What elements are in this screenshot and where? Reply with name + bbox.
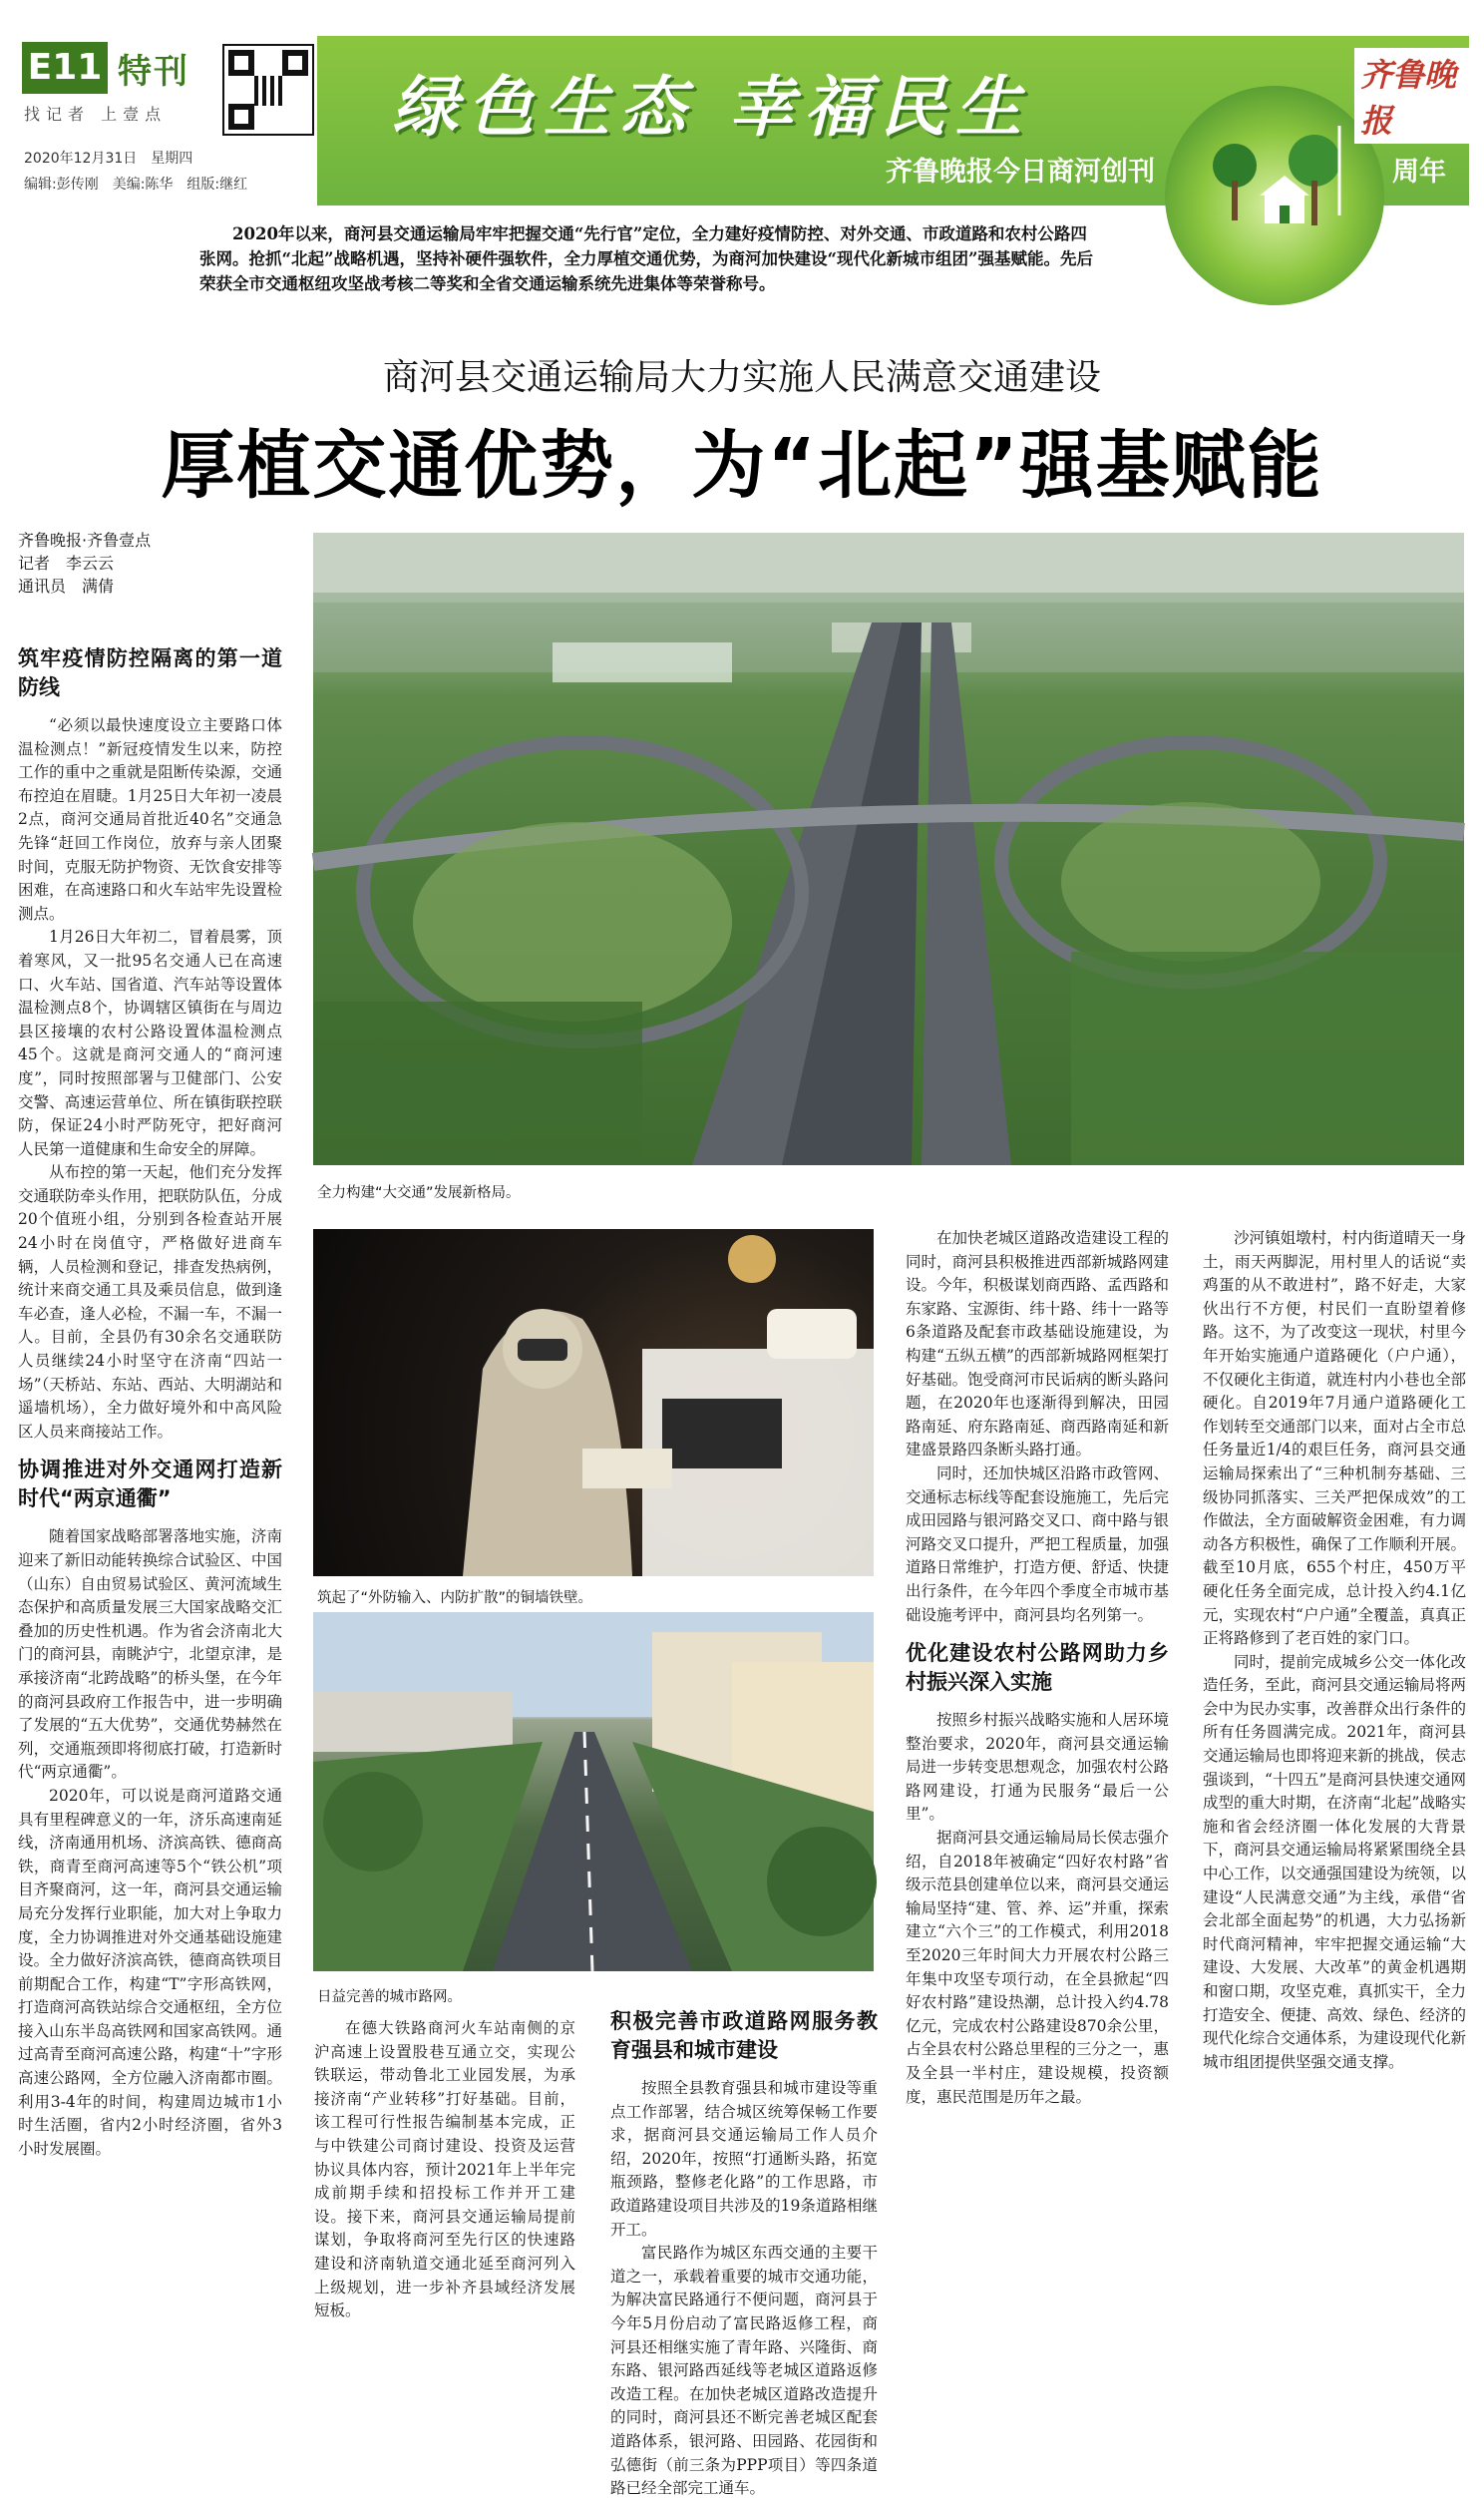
byline (18, 529, 151, 598)
paragraph: 同时，还加快城区沿路市政管网、交通标志标线等配套设施施工，先后完成田园路与银河路交叉口、商中路与银河路交叉口提升，严把工程质量，加强道路日常维护，打造方便、舒适、快捷出行条件，在今年四个季度全市城市基础设施考评中，商河县均名列第一。 (906, 1463, 1169, 1624)
paragraph: 1月26日大年初二，冒着晨雾，顶着寒风，又一批95名交通人已在高速口、火车站、国省道、汽车站等设置体温检测点8个，协调辖区镇街在与周边县区接壤的农村公路设置体温检测点45个。这就是商河交通人的“商河速度”，同时按照部署与卫健部门、公安交警、高速运营单位、所在镇街联控联防，保证24小时严防死守，把好商河人民第一道健康和生命安全的屏障。 (18, 928, 282, 1158)
paragraph: 按照全县教育强县和城市建设等重点工作部署，结合城区统筹保畅工作要求，据商河县交通运输局工作人员介绍，2020年，按照“打通断头路，拓宽瓶颈路，整修老化路”的工作思路，市政道路建设项目共涉及的19条道路相继开工。 (610, 2079, 878, 2239)
editor-credits: 编辑:彭传刚 美编:陈华 组版:继红 (24, 177, 248, 193)
article-title: 厚植交通优势，为“北起”强基赋能 (161, 423, 1323, 509)
paragraph: 在加快老城区道路改造建设工程的同时，商河县积极推进西部新城路网建设。今年，积极谋划商西路、孟西路和东家路、宝源街、纬十路、纬十一路等6条道路及配套市政基础设施建设，为构建“五纵五横”的西部新城路网框架打好基础。饱受商河市民诟病的断头路问题，在2020年也逐渐得到解决，田园路南延、府东路南延、商西路南延和新建盛景路四条断头路打通。 (906, 1229, 1169, 1459)
paragraph: “必须以最快速度设立主要路口体温检测点！”新冠疫情发生以来，防控工作的重中之重就是阻断传染源，交通布控迫在眉睫。1月25日大年初一凌晨2点，商河交通局首批近40名”交通急先锋“赶回工作岗位，放弃与亲人团聚时间，克服无防护物资、无饮食安排等困难，在高速路口和火车站牢先设置检测点。 (18, 716, 282, 923)
byline-reporter: 记者 李云云 (18, 554, 115, 573)
lead-paragraph: 2020年以来，商河县交通运输局牢牢把握交通“先行官”定位，全力建好疫情防控、对外交通、市政道路和农村公路四张网。抢抓“北起”战略机遇，坚持补硬件强软件，全力厚植交通优势，为商河加快建设“现代化新城市组团”强基赋能。先后荣获全市交通枢纽攻坚战考核二等奖和全省交通运输系统先进集体等荣誉称号。 (199, 224, 1093, 293)
section-heading-epidemic: 筑牢疫情防控隔离的第一道防线 (18, 646, 282, 699)
section-heading-municipal-roads: 积极完善市政道路网服务教育强县和城市建设 (610, 2009, 878, 2062)
newspaper-logo: 齐鲁晚报 (1354, 48, 1469, 144)
paragraph: 在德大铁路商河火车站南侧的京沪高速上设置股巷互通立交，实现公铁联运，带动鲁北工业园发展，为承接济南“产业转移”打好基础。目前，该工程可行性报告编制基本完成，正与中铁建公司商讨建设、投资及运营协议具体内容，预计2021年上半年完成前期手续和招投标工作并开工建设。接下来，商河县交通运输局提前谋划，争取将商河至先行区的快速路建设和济南轨道交通北延至商河列入上级规划，进一步补齐县域经济发展短板。 (314, 2019, 575, 2320)
paragraph: 据商河县交通运输局局长侯志强介绍，自2018年被确定“四好农村路”省级示范县创建单位以来，商河县交通运输局坚持“建、管、养、运”并重，探索建立“六个三”的工作模式，利用2018至2020三年时间大力开展农村公路三年集中攻坚专项行动，在全县掀起“四好农村路”建设热潮，总计投入约4.78亿元，完成农村公路建设870余公里，占全县农村公路总里程的三分之一，惠及全县一半村庄，建设规模，投资额度，惠民范围是历年之最。 (906, 1829, 1169, 2106)
paragraph: 按照乡村振兴战略实施和人居环境整治要求，2020年，商河县交通运输局进一步转变思想观念，加强农村公路路网建设，打通为民服务“最后一公里”。 (906, 1711, 1169, 1824)
anniversary-suffix: 周年 (1392, 157, 1446, 188)
paragraph: 沙河镇姐墩村，村内街道晴天一身土，雨天两脚泥，用村里人的话说“卖鸡蛋的从不敢进村”，路不好走，大家伙出行不方便，村民们一直盼望着修路。这不，为了改变这一现状，村里今年开始实施通户道路硬化（户户通），不仅硬化主街道，就连村内小巷也全部硬化。自2019年7月通户道路硬化工作划转至交通部门以来，面对占全市总任务量近1/4的艰巨任务，商河县交通运输局探索出了“三种机制夯基础、三级协同抓落实、三关严把保成效”的工作做法，全方面破解资金困难，有力调动各方积极性，确保了工作顺利开展。截至10月底，655个村庄，450万平硬化任务全面完成，总计投入约4.1亿元，实现农村“户户通”全覆盖，真真正正将路修到了老百姓的家门口。 (1203, 1229, 1466, 1648)
column-3 (610, 2007, 878, 2498)
column-1 (18, 632, 282, 2378)
paragraph: 从布控的第一天起，他们充分发挥交通联防牵头作用，把联防队伍，分成20个值班小组，分别到各检查站开展24小时在岗值守，严格做好进商车辆，人员检测和登记，排查发热病例，统计来商交通工具及乘员信息，做到逢车必查，逢人必检，不漏一车，不漏一人。目前，全县仍有30余名交通联防人员继续24小时坚守在济南“四站一场”（天桥站、东站、西站、大明湖站和遥墙机场），全力做好境外和中高风险区人员来商接站工作。 (18, 1163, 282, 1441)
night-checkpoint-photo (313, 1229, 874, 1576)
page-number: E11 (22, 42, 108, 94)
section-heading-external-transport: 协调推进对外交通网打造新时代“两京通衢” (18, 1458, 282, 1511)
section-heading-rural-roads: 优化建设农村公路网助力乡村振兴深入实施 (906, 1641, 1169, 1695)
street-photo-caption: 日益完善的城市路网。 (317, 1989, 462, 2005)
column-2 (314, 2017, 575, 2381)
paragraph: 富民路作为城区东西交通的主要干道之一，承载着重要的城市交通功能，为解决富民路通行不便问题，商河县于今年5月份启动了富民路返修工程，商河县还相继实施了青年路、兴隆街、商东路、银河路西延线等老城区道路返修改造工程。在加快老城区道路改造提升的同时，商河县还不断完善老城区配套道路体系，银河路、田园路、花园街和弘德街（前三条为PPP项目）等四条道路已经全部完工通车。 (610, 2244, 878, 2498)
section-label: 特刊 (118, 52, 189, 92)
paragraph: 2020年，可以说是商河道路交通具有里程碑意义的一年，济乐高速南延线，济南通用机场、济滨高铁、德商高铁，商青至商河高速等5个“铁公机”项目齐聚商河，这一年，商河县交通运输局充分发挥行业职能，加大对上争取力度，全力协调推进对外交通基础设施建设。全力做好济滨高铁，德商高铁项目前期配合工作，构建“T”字形高铁网，打造商河高铁站综合交通枢纽，全方位接入山东半岛高铁网和国家高铁网。通过高青至商河高速公路，构建“十”字形高速公路网，全方位融入济南都市圈。利用3-4年的时间，构建周边城市1小时生活圈，省内2小时经济圈，省外3小时发展圈。 (18, 1786, 282, 2158)
article-subtitle: 商河县交通运输局大力实施人民满意交通建设 (382, 357, 1101, 398)
column-5 (1203, 1227, 1466, 2381)
byline-source: 齐鲁晚报·齐鲁壹点 (18, 531, 152, 550)
motto: 找记者 上壹点 (24, 105, 168, 124)
paragraph: 随着国家战略部署落地实施，济南迎来了新旧动能转换综合试验区、中国（山东）自由贸易试验区、黄河流域生态保护和高质量发展三大国家战略交汇叠加的历史性机遇。作为省会济南北大门的商河县，南眺泸宁，北望京津，是承接济南“北跨战略”的桥头堡，在今年的商河县政府工作报告中，进一步明确了发展的“五大优势”，交通优势赫然在列，交通瓶颈即将彻底打破，打造新时代“两京通衢”。 (18, 1527, 282, 1782)
issue-date: 2020年12月31日 星期四 (24, 151, 193, 167)
column-4 (906, 1227, 1169, 2381)
eco-village-illustration-icon (1165, 86, 1384, 305)
qr-code-icon[interactable] (222, 44, 314, 136)
anniversary-text: 齐鲁晚报今日商河创刊 (886, 157, 1155, 188)
banner-slogan: 绿色生态 幸福民生 (392, 68, 1031, 146)
masthead-banner (18, 36, 1469, 206)
city-road-photo (313, 1612, 874, 1971)
byline-correspondent: 通讯员 满倩 (18, 577, 115, 596)
night-photo-caption: 筑起了“外防输入、内防扩散”的铜墙铁壁。 (317, 1590, 593, 1606)
aerial-photo-caption: 全力构建“大交通”发展新格局。 (317, 1185, 521, 1201)
aerial-interchange-photo (313, 533, 1464, 1165)
paragraph: 同时，提前完成城乡公交一体化改造任务，至此，商河县交通运输局将两会中为民办实事，改善群众出行条件的所有任务圆满完成。2021年，商河县交通运输局也即将迎来新的挑战，侯志强谈到，“十四五”是商河县快速交通网成型的重大时期，在济南“北起”战略实施和省会经济圈一体化发展的大背景下，商河县交通运输局将紧紧围绕全县中心工作，以交通强国建设为统领，以建设“人民满意交通”为主线，承借“省会北部全面起势”的机遇，大力弘扬新时代商河精神，牢牢把握交通运输“大建设、大发展、大改革”的黄金机遇期和窗口期，攻坚克难，真抓实干，全力打造安全、便捷、高效、绿色、经济的现代化综合交通体系，为建设现代化新城市组团提供坚强交通支撑。 (1203, 1652, 1466, 2071)
